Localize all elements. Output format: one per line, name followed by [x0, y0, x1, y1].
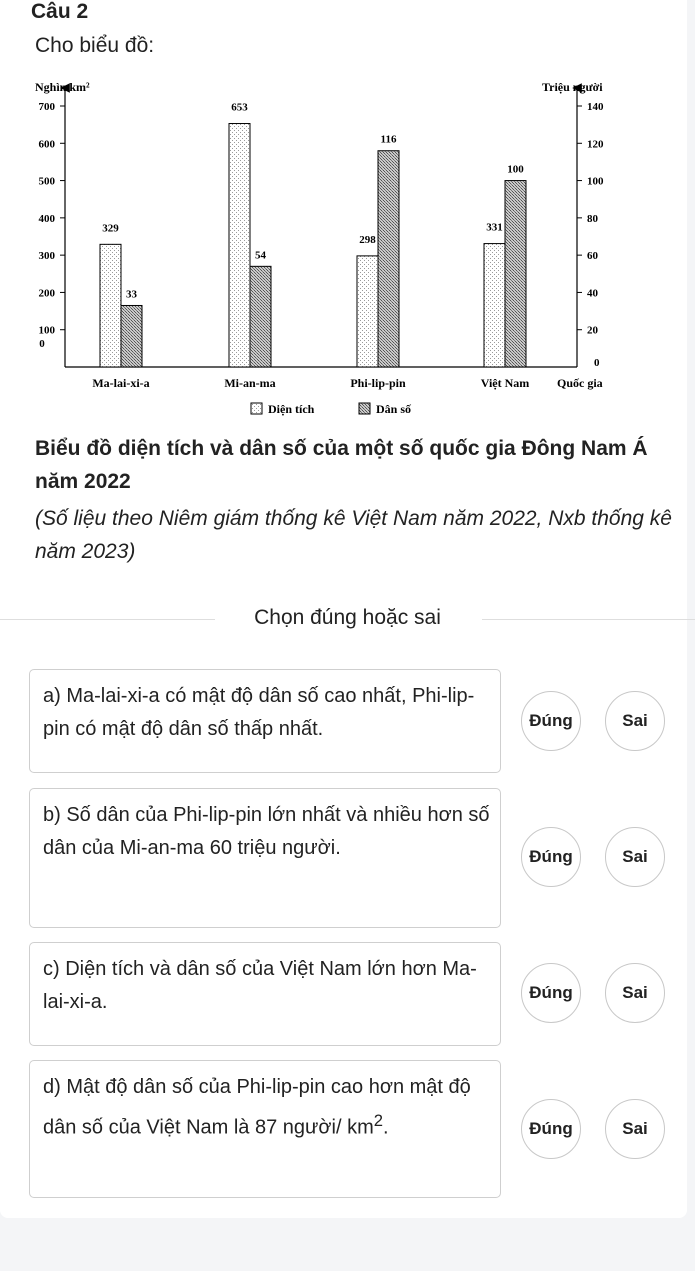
statement-text: a) Ma-lai-xi-a có mật độ dân số cao nhất, Phi-lip-pin có mật độ dân số thấp nhất.: [43, 685, 475, 740]
legend-label-population: Dân số: [376, 402, 412, 416]
left-axis-label: Nghìn km²: [35, 80, 90, 94]
section-title: Chọn đúng hoặc sai: [254, 606, 441, 629]
x-axis-label: Quốc gia: [557, 376, 603, 390]
left-tick-label: 100: [38, 324, 55, 337]
right-axis-label: Triệu người: [542, 80, 603, 94]
statement-d: [29, 1060, 501, 1198]
statement-text: b) Số dân của Phi-lip-pin lớn nhất và nhiều hơn số dân của Mi-an-ma 60 triệu người.: [43, 804, 490, 859]
bar-population: [250, 266, 271, 367]
left-tick-label: 0: [39, 338, 45, 350]
statement-b: [29, 788, 501, 928]
bar-area: [229, 124, 250, 367]
unit-exponent: 2: [373, 1111, 384, 1130]
right-tick-label: 60: [587, 250, 598, 263]
bars: [100, 124, 526, 367]
legend: [251, 402, 412, 416]
right-tick-label: 80: [587, 212, 598, 225]
right-tick-label: 120: [587, 138, 604, 151]
false-button-b[interactable]: Sai: [605, 827, 665, 887]
false-button-a[interactable]: Sai: [605, 691, 665, 751]
category-label: Phi-lip-pin: [350, 376, 406, 390]
bar-population: [505, 181, 526, 367]
true-button-d[interactable]: Đúng: [521, 1099, 581, 1159]
true-button-c[interactable]: Đúng: [521, 963, 581, 1023]
unit-base: km: [347, 1116, 374, 1139]
question-intro: Cho biểu đồ:: [35, 34, 155, 57]
question-title: Câu 2: [31, 0, 89, 23]
right-tick-label: 0: [594, 357, 600, 369]
left-tick-label: 500: [38, 175, 55, 188]
category-label: Ma-lai-xi-a: [92, 376, 150, 390]
unit-tail: .: [383, 1116, 389, 1139]
bar-chart: [0, 0, 695, 430]
area-value-label: 331: [486, 221, 503, 234]
false-button-d[interactable]: Sai: [605, 1099, 665, 1159]
statement-text-main: d) Mật độ dân số của Phi-lip-pin cao hơn mật độ dân số của Việt Nam là 87 người/: [43, 1076, 471, 1139]
area-value-label: 298: [359, 233, 376, 246]
right-tick-label: 40: [587, 287, 598, 300]
legend-swatch-area: [251, 403, 262, 414]
population-value-label: 54: [255, 249, 266, 262]
bar-population: [378, 151, 399, 367]
true-button-a[interactable]: Đúng: [521, 691, 581, 751]
bar-area: [484, 244, 505, 367]
left-tick-label: 600: [38, 138, 55, 151]
right-tick-label: 20: [587, 324, 598, 337]
legend-label-area: Diện tích: [268, 402, 315, 416]
bar-population: [121, 305, 142, 367]
left-tick-label: 200: [38, 287, 55, 300]
right-tick-label: 100: [587, 175, 604, 188]
area-value-label: 329: [102, 222, 119, 235]
left-tick-label: 300: [38, 250, 55, 263]
right-tick-label: 140: [587, 101, 604, 113]
statement-text: c) Diện tích và dân số của Việt Nam lớn hơn Ma-lai-xi-a.: [43, 958, 477, 1013]
category-label: Việt Nam: [480, 376, 530, 390]
true-button-b[interactable]: Đúng: [521, 827, 581, 887]
area-value-label: 653: [231, 101, 248, 114]
statement-c: [29, 942, 501, 1046]
category-label: Mi-an-ma: [224, 376, 276, 390]
left-tick-label: 700: [38, 101, 55, 113]
statement-text: [43, 1071, 493, 1145]
bar-area: [357, 256, 378, 367]
population-value-label: 100: [507, 163, 524, 176]
bar-area: [100, 244, 121, 367]
false-button-c[interactable]: Sai: [605, 963, 665, 1023]
statement-a: [29, 669, 501, 773]
legend-swatch-population: [359, 403, 370, 414]
population-value-label: 116: [380, 133, 397, 146]
population-value-label: 33: [126, 288, 137, 301]
chart-source: (Số liệu theo Niêm giám thống kê Việt Nam năm 2022, Nxb thống kê năm 2023): [35, 507, 672, 563]
left-tick-label: 400: [38, 212, 55, 225]
chart-caption: Biểu đồ diện tích và dân số của một số quốc gia Đông Nam Á năm 2022: [35, 437, 648, 493]
